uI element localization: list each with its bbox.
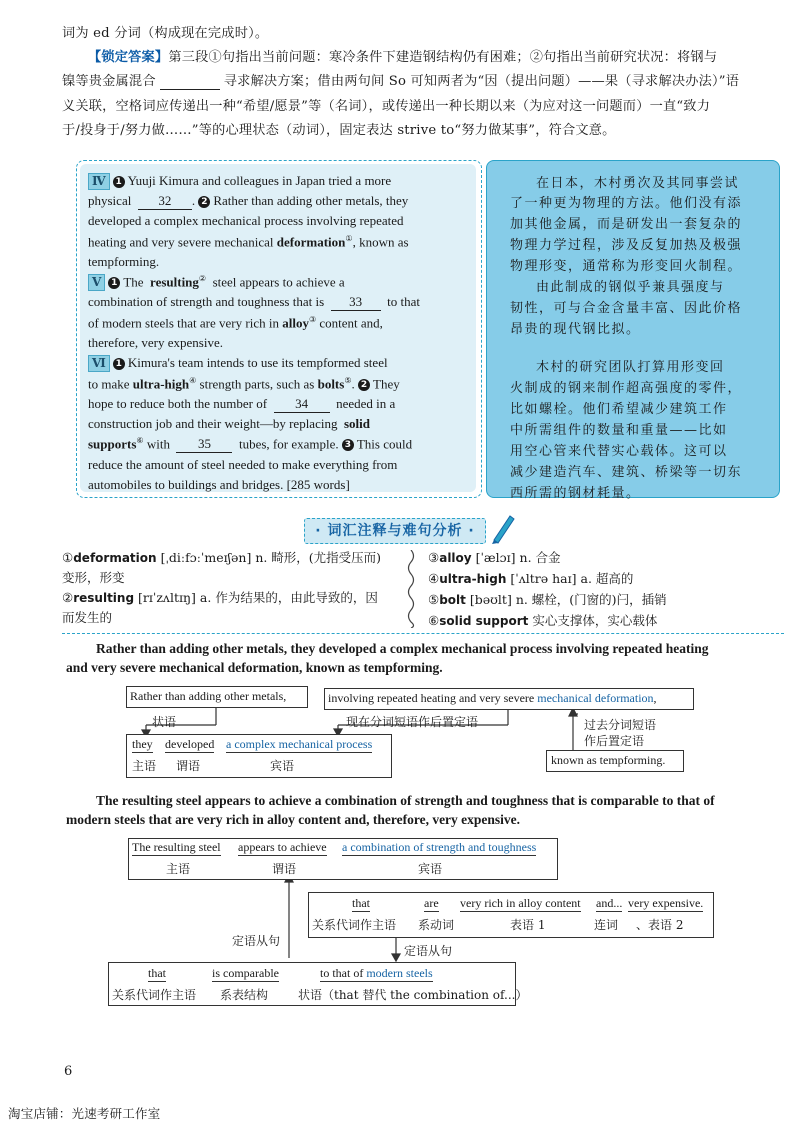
text-line: 于/投身于/努力做……”等的心理状态（动词），固定表达 strive to“努力做某事”，符合文意。 [62, 123, 616, 138]
label-relative-subject: 关系代词作主语 [312, 918, 397, 932]
translation-line: 减少建造汽车、建筑、桥梁等一切东 [510, 465, 743, 480]
diagram-text [148, 966, 166, 981]
label-adverbial: 状语（that 替代 the combination of...） [298, 988, 528, 1002]
conjunction-and: and... [596, 896, 623, 910]
translation-line: 用空心管来代替实心载体。这可以 [510, 444, 728, 459]
relative-that: that [352, 896, 370, 910]
keyword-bolts: bolts [317, 376, 345, 392]
vocab-def: n. 螺栓，(门窗的)闩，插销 [515, 592, 667, 607]
text-span: to make [88, 376, 130, 392]
vocab-word: alloy [439, 551, 472, 565]
keyword-alloy: alloy [282, 315, 309, 331]
diagram-text [628, 896, 703, 911]
vocab-pron: [rɪˈzʌltɪŋ] [138, 590, 196, 605]
translation-line: 木村的研究团队打算用形变回 [536, 360, 725, 375]
analysis-sentence: and very severe mechanical deformation, known as tempforming. [66, 660, 443, 675]
keyword-ultra-high: ultra-high [132, 376, 190, 392]
diagram-text [226, 737, 372, 752]
label-post-attribute: 作后置定语 [584, 734, 645, 748]
text-span: The [123, 274, 144, 290]
footnote-marker: ③ [308, 315, 317, 324]
diagram-text [320, 966, 433, 981]
diagram-text [212, 966, 279, 981]
diagram-text [424, 896, 439, 911]
label-subject: 主语 [166, 862, 191, 876]
predicate-developed: developed [165, 737, 215, 751]
text-span: with [146, 436, 170, 452]
sentence-3-marker: 3 [342, 439, 354, 451]
label-present-participle: 现在分词短语作后置定语 [346, 715, 479, 729]
text-span: 第三段①句指出当前问题：寒冷条件下建造钢结构仍有困难；②句指出当前研究状况：将钢与 [168, 50, 718, 65]
page-number: 6 [64, 1064, 73, 1079]
analysis-sentence: The resulting steel appears to achieve a combination of strength and toughness that is comparable to that of [96, 793, 715, 808]
relative-that-2: that [148, 966, 166, 980]
footnote-marker: ① [345, 234, 353, 243]
vocab-def-line: 而发生的 [62, 610, 113, 625]
diagram-text: known as tempforming. [551, 753, 666, 767]
analysis-sentence: Rather than adding other metals, they developed a complex mechanical process involving repeated heating [96, 641, 709, 656]
translation-line: 韧性，可与合金含量丰富、因此价格 [510, 301, 743, 316]
label-predicate: 谓语 [176, 759, 201, 773]
vocab-number: ③ [428, 550, 440, 565]
sentence-1-marker: 1 [113, 358, 125, 370]
text-span: needed in a [336, 396, 396, 411]
text-span: 镍等贵金属混合 [62, 74, 156, 89]
vocab-def: n. 合金 [519, 550, 561, 565]
label-predicative-1: 表语 1 [510, 918, 546, 932]
vocab-def-line: 变形，形变 [62, 570, 125, 585]
diagram-text [132, 737, 153, 752]
text-span: content and, [319, 315, 383, 331]
text-span: modern steels [366, 966, 433, 980]
label-predicative-2: 、表语 2 [636, 918, 684, 932]
sentence-1-marker: 1 [113, 176, 125, 188]
vocab-def: a. 作为结果的，由此导致的，因 [199, 590, 378, 605]
label-linking-verb: 系动词 [418, 918, 455, 932]
footnote-marker: ⑥ [136, 436, 144, 445]
text-span: This could [356, 436, 413, 452]
paragraph-number: Ⅵ [88, 355, 110, 372]
diagram-text: Rather than adding other metals, [130, 689, 287, 703]
vocab-number: ① [62, 550, 74, 565]
paragraph-number: Ⅳ [88, 173, 110, 190]
keyword-resulting: resulting [150, 274, 199, 290]
text-span: mechanical deformation [537, 691, 654, 705]
sentence-1-marker: 1 [108, 277, 120, 289]
paragraph-number: Ⅴ [88, 274, 105, 291]
vocab-def: 实心支撑体，实心载体 [532, 613, 658, 628]
subject-they: they [132, 737, 153, 751]
diagram-text [165, 737, 214, 752]
text-span: Yuuji Kimura and colleagues in Japan tried a more [127, 173, 392, 188]
text-span: to that [387, 294, 420, 309]
label-attributive-clause: 定语从句 [404, 944, 453, 958]
text-span: , known as [352, 234, 409, 250]
translation-line: 比如螺栓。他们希望减少建筑工作 [510, 402, 728, 417]
label-attributive-clause: 定语从句 [232, 934, 281, 948]
object-process: a complex mechanical process [226, 737, 373, 751]
vocab-number: ② [62, 590, 74, 605]
footnote-marker: ④ [189, 376, 197, 385]
vocab-number: ④ [428, 571, 440, 586]
translation-line: 中所需组件的数量和重量——比如 [510, 423, 728, 438]
text-span: tubes, for example. [238, 436, 339, 452]
text-span: . [191, 193, 199, 208]
text-span: 寻求解决方案；借由两句间 So 可知两者为“因（提出问题）——果（寻求解决办法）”语 [223, 74, 740, 89]
translation-line: 加其他金属，而是研发出一套复杂的 [510, 217, 743, 232]
vocab-pron: [ˌdiːfɔːˈmeɪʃən] [160, 550, 252, 565]
text-line: 义关联，空格词应传递出一种“希望/愿景”等（名词），或传递出一种长期以来（为应对这一问题而）一直“致力 [62, 99, 711, 114]
diagram-text [132, 840, 221, 855]
vocab-pron: [ˈʌltrə haɪ] [510, 571, 577, 586]
footnote-marker: ② [198, 274, 207, 283]
vocab-def: a. 超高的 [580, 571, 634, 586]
text-span: involving repeated heating and very severe [328, 691, 538, 705]
label-relative-subject: 关系代词作主语 [112, 988, 197, 1002]
vocab-number: ⑤ [428, 592, 440, 607]
diagram-text [352, 896, 370, 911]
translation-line: 在日本，木村勇次及其同事尝试 [536, 176, 740, 191]
text-line: 词为 ed 分词（构成现在完成时）。 [62, 26, 269, 41]
diagram-text [328, 691, 657, 706]
passage-line: to make ultra-high④ strength parts, such as bolts⑤. 2 They [88, 376, 400, 392]
label-adverbial: 状语 [152, 715, 177, 729]
sentence-2-marker: 2 [198, 196, 210, 208]
shop-watermark: 淘宝店铺：光速考研工作室 [8, 1106, 161, 1121]
analysis-sentence: modern steels that are very rich in alloy content and, therefore, very expensive. [66, 812, 521, 827]
diagram-text [342, 840, 536, 855]
passage-line: therefore, very expensive. [88, 335, 223, 350]
object-combination: a combination of strength and toughness [342, 840, 537, 854]
text-span: heating and very severe mechanical [88, 234, 274, 250]
text-span: Rather than adding other metals, they [213, 193, 409, 208]
answer-tag: 【锁定答案】 [88, 50, 169, 65]
text-span: They [373, 376, 400, 392]
passage-line: tempforming. [88, 254, 160, 269]
label-subject: 主语 [132, 759, 157, 773]
passage-line: reduce the amount of steel needed to make everything from [88, 457, 398, 472]
label-predicate: 谓语 [272, 862, 297, 876]
translation-line: 物理形变，通常称为形变回火制程。 [510, 259, 743, 274]
linking-are: are [424, 896, 439, 910]
sentence-2-marker: 2 [358, 379, 370, 391]
translation-line: 西所需的钢材耗量。 [510, 486, 641, 501]
label-object: 宾语 [418, 862, 443, 876]
translation-line: 由此制成的钢似乎兼具强度与 [536, 280, 725, 295]
passage-line: automobiles to buildings and bridges. [285 words] [88, 477, 350, 492]
subject-steel: The resulting steel [132, 840, 221, 854]
text-span: , [653, 691, 657, 705]
passage-line: developed a complex mechanical process involving repeated [88, 213, 404, 228]
vocab-word: ultra-high [439, 572, 507, 586]
text-span: to that of [320, 966, 367, 980]
translation-line: 了一种更为物理的方法。他们没有添 [510, 196, 743, 211]
text-span: physical [88, 193, 132, 208]
vocab-pron: [ˈælɔɪ] [475, 550, 516, 565]
vocab-pron: [bəʊlt] [469, 592, 512, 607]
diagram-text [460, 896, 581, 911]
vocab-word: solid support [439, 614, 529, 628]
is-comparable: is comparable [212, 966, 279, 980]
translation-line: 昂贵的现代钢比拟。 [510, 322, 641, 337]
blank-33[interactable]: 33 [331, 294, 381, 311]
diagram-text [238, 840, 327, 855]
translation-line: 物理力学过程，涉及反复加热及极强 [510, 238, 743, 253]
predicative-2: very expensive. [628, 896, 704, 910]
predicate-appears: appears to achieve [238, 840, 327, 854]
text-span: Kimura's team intends to use its tempformed steel [127, 355, 388, 370]
text-span: combination of strength and toughness that is [88, 294, 325, 309]
vocab-banner: · 词汇注释与难句分析 · [304, 518, 486, 544]
blank-35[interactable]: 35 [176, 436, 232, 453]
blank-34[interactable]: 34 [274, 396, 330, 413]
text-span: construction job and their weight—by replacing [88, 416, 338, 431]
text-span: steel appears to achieve a [212, 274, 345, 290]
keyword-solid: solid [343, 416, 370, 431]
predicative-1: very rich in alloy content [460, 896, 581, 910]
vocab-def: n. 畸形，(尤指受压而) [255, 550, 382, 565]
label-past-participle: 过去分词短语 [584, 718, 657, 732]
translation-line: 火制成的钢来制作超高强度的零件， [510, 381, 743, 396]
text-span: strength parts, such as [199, 376, 315, 392]
label-object: 宾语 [270, 759, 295, 773]
keyword-supports: supports [88, 436, 137, 452]
label-subject-complement: 系表结构 [220, 988, 269, 1002]
text-span: hope to reduce both the number of [88, 396, 268, 411]
keyword-deformation: deformation [276, 234, 346, 250]
vocab-word: resulting [73, 591, 135, 605]
label-conjunction: 连词 [594, 918, 619, 932]
blank-32[interactable]: 32 [138, 193, 192, 210]
diagram-text [596, 896, 622, 911]
vocab-number: ⑥ [428, 613, 440, 628]
vocab-word: deformation [73, 551, 157, 565]
text-span: of modern steels that are very rich in [88, 315, 279, 331]
footnote-marker: ⑤ [344, 376, 352, 385]
vocab-word: bolt [439, 593, 466, 607]
